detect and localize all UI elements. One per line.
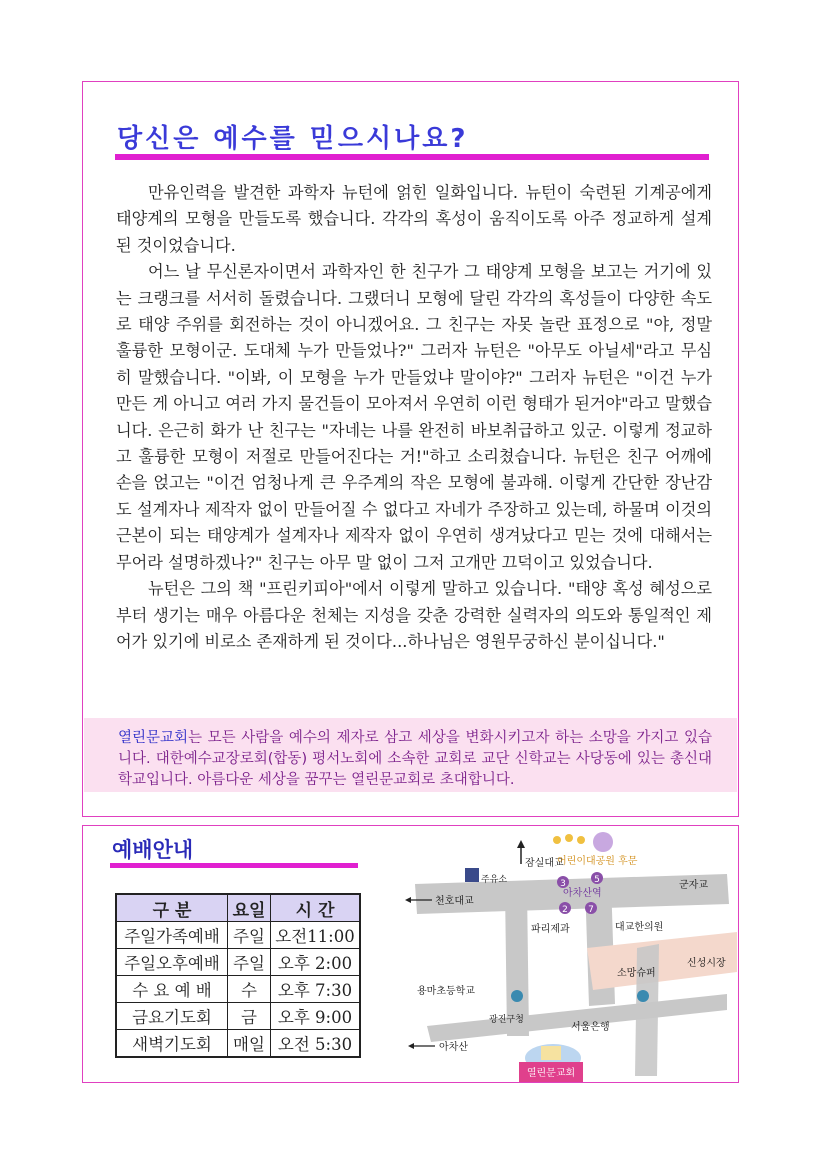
park-flower-icon [553, 836, 561, 844]
services-underline [110, 863, 358, 868]
arrow-head [517, 840, 525, 848]
invite-banner [84, 718, 737, 792]
map-label-daegyo: 대교한의원 [615, 922, 664, 933]
header-time: 시 간 [271, 894, 361, 922]
road-vertical-left [505, 888, 529, 1036]
arrow-head [405, 897, 411, 903]
article-title: 당신은 예수를 믿으시나요? [117, 124, 469, 154]
service-day: 주일 [228, 949, 271, 976]
service-name: 새벽기도회 [116, 1030, 228, 1058]
service-day: 금 [228, 1003, 271, 1030]
table-row [116, 1003, 360, 1030]
map-label-bank: 서울은행 [571, 1022, 610, 1033]
park-flower-icon [577, 836, 585, 844]
map-label-jamsil: 잠실대교 [525, 858, 564, 869]
service-name: 주일오후예배 [116, 949, 228, 976]
map-label-yongma: 용마초등학교 [417, 986, 475, 997]
map-label-cheonho: 천호대교 [435, 896, 474, 907]
service-day: 매일 [228, 1030, 271, 1058]
invite-message: 는 모든 사람을 예수의 제자로 삼고 세상을 변화시키고자 하는 소망을 가지고 있습니다. 대한예수교장로회(합동) 평서노회에 소속한 교회로 교단 신학교는 사당동에 있는 총신대학교입니다. 아름다운 세상을 꿈꾸는 열린문교회로 초대합니다. [118, 730, 712, 788]
service-time: 오후 2:00 [271, 949, 361, 976]
park-flower-icon [565, 834, 573, 842]
service-day: 주일 [228, 922, 271, 949]
road-vertical-shop [635, 944, 659, 1076]
service-name: 주일가족예배 [116, 922, 228, 949]
service-day: 수 [228, 976, 271, 1003]
service-time: 오전 5:30 [271, 1030, 361, 1058]
header-day: 요일 [228, 894, 271, 922]
map-label-paris: 파리제과 [531, 924, 570, 935]
paragraph: 어느 날 무신론자이면서 과학자인 한 친구가 그 태양계 모형을 보고는 거기에 있는 크랭크를 서서히 돌렸습니다. 그랬더니 모형에 달린 각각의 혹성들이 다양한 속도로 태양 주위를 회전하는 것이 아니겠어요. 그 친구는 자못 놀란 표정으로 "야, 정말 훌륭한 모형이군. 도대체 누가 만들었나?" 그러자 뉴턴은 "아무도 아닐세"라고 무심히 말했습니다. "이봐, 이 모형을 누가 만들었냐 말이야?" 그러자 뉴턴은 "이건 누가 만든 게 아니고 여러 가지 물건들이 모아져서 우연히 이런 형태가 된거야"라고 말했습니다. 은근히 화가 난 친구는 "자네는 나를 완전히 바보취급하고 있군. 이렇게 정교하고 훌륭한 모형이 저절로 만들어진다는 거!"하고 소리쳤습니다. 뉴턴은 친구 어깨에 손을 얹고는 "이건 엄청나게 큰 우주계의 작은 모형에 불과해. 이렇게 간단한 장난감도 설계자나 제작자 없이 만들어질 수 없다고 자네가 주장하고 있는데, 하물며 이것의 근본이 되는 태양계가 설계자나 제작자 없이 우연히 생겨났다고 믿는 것에 대해서는 무어라 설명하겠나?" 친구는 아무 말 없이 그저 고개만 끄덕이고 있었습니다. [116, 262, 712, 572]
gas-station-icon [465, 868, 479, 882]
invite-text [118, 728, 712, 791]
article-box [82, 81, 739, 817]
table-row [116, 949, 360, 976]
map-label-gwangjin: 광진구청 [489, 1015, 524, 1025]
map-label-shinsung: 신성시장 [687, 958, 726, 969]
header-category: 구 분 [116, 894, 228, 922]
bus-stop-icon [511, 990, 523, 1002]
service-time: 오전11:00 [271, 922, 361, 949]
church-name: 열린문교회 [118, 730, 189, 746]
exit-label: 7 [588, 905, 594, 915]
service-time: 오후 9:00 [271, 1003, 361, 1030]
services-box [82, 825, 739, 1083]
services-table [115, 893, 361, 1058]
exit-label: 3 [560, 879, 566, 889]
table-row [116, 976, 360, 1003]
article-body [116, 180, 712, 655]
map-label-sojeong: 소망슈퍼 [617, 968, 656, 979]
church-building-icon [541, 1046, 561, 1060]
map-label-park: 어린이대공원 후문 [557, 856, 638, 867]
arrow-head [408, 1043, 414, 1049]
bus-stop-icon [637, 990, 649, 1002]
table-row [116, 1030, 360, 1058]
exit-label: 2 [562, 905, 568, 915]
lower-road [427, 994, 727, 1042]
service-time: 오후 7:30 [271, 976, 361, 1003]
exit-label: 5 [594, 875, 600, 885]
map-label-achasan: 아차산 [439, 1042, 468, 1053]
map-label-church: 열린문교회 [526, 1068, 576, 1079]
table-header-row [116, 894, 360, 922]
park-tree-icon [593, 832, 613, 852]
location-map [387, 826, 737, 1082]
map-label-station: 주유소 [481, 875, 508, 885]
table-row [116, 922, 360, 949]
services-title: 예배안내 [112, 838, 194, 862]
service-name: 수 요 예 배 [116, 976, 228, 1003]
service-name: 금요기도회 [116, 1003, 228, 1030]
map-label-achasan-station: 아차산역 [563, 888, 602, 899]
paragraph: 만유인력을 발견한 과학자 뉴턴에 얽힌 일화입니다. 뉴턴이 숙련된 기계공에게 태양계의 모형을 만들도록 했습니다. 각각의 혹성이 움직이도록 아주 정교하게 설계된 것이었습니다. [116, 183, 712, 255]
paragraph: 뉴턴은 그의 책 "프린키피아"에서 이렇게 말하고 있습니다. "태양 혹성 혜성으로부터 생기는 매우 아름다운 천체는 지성을 갖춘 강력한 실력자의 의도와 통일적인 제어가 있기에 비로소 존재하게 된 것이다...하나님은 영원무궁하신 분이십니다." [116, 579, 712, 651]
map-label-gunja: 군자교 [679, 880, 708, 891]
title-underline [115, 154, 709, 160]
